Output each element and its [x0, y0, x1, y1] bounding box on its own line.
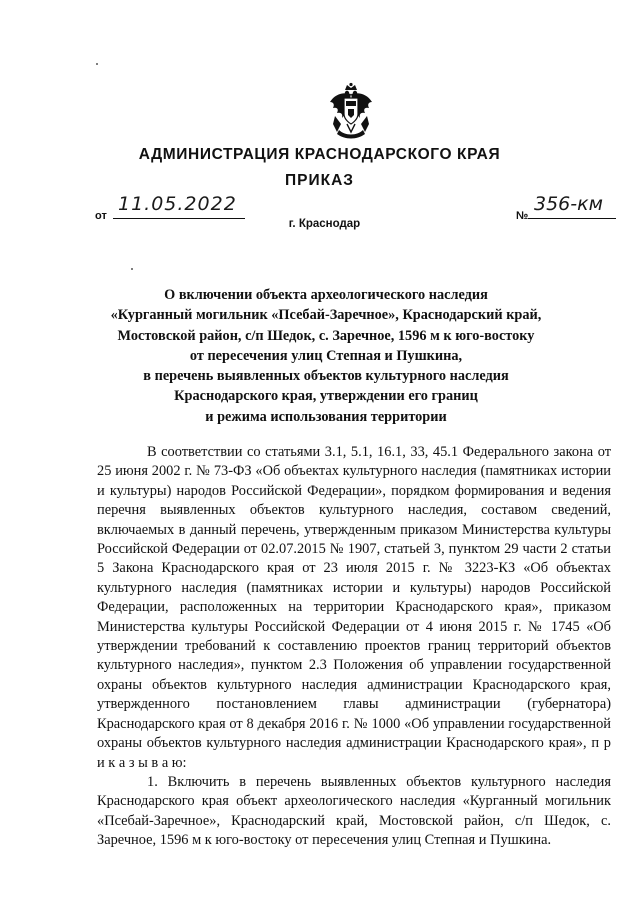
title-line: Краснодарского края, утверждении его границ: [174, 388, 478, 405]
document-type: ПРИКАЗ: [285, 172, 354, 189]
handwritten-number: 356-км: [534, 193, 603, 215]
scan-speck: [96, 63, 98, 65]
scan-speck: [131, 268, 133, 270]
document-title: [80, 285, 572, 427]
handwritten-date: 11.05.2022: [118, 193, 237, 215]
preamble-paragraph: В соответствии со статьями 3.1, 5.1, 16.1, 33, 45.1 Федерального закона от 25 июня 2002 г. № 73-ФЗ «Об объектах культурного наследия (памятниках истории и культуры) народов Российской Федерации», порядком формирования и ведения перечня выявленных объектов культурного наследия, составом сведений, включаемых в данный перечень, утвержденным приказом Министерства культуры Российской Федерации от 02.07.2015 № 1907, статьей 3, пунктом 29 части 2 статьи 5 Закона Краснодарского края от 23 июля 2015 г. № 3223-КЗ «Об объектах культурного наследия (памятниках истории и культуры) народов Российской Федерации, расположенных на территории Краснодарского края», приказом Министерства культуры Российской Федерации от 4 июня 2015 г. № 1745 «Об утверждении требований к составлению проектов границ территорий объектов культурного наследия», пунктом 2.3 Положения об управлении государственной охраны объектов культурного наследия администрации Краснодарского края, утвержденного постановлением главы администрации (губернатора) Краснодарского края от 8 декабря 2016 г. № 1000 «Об управлении государственной охраны объектов культурного наследия администрации Краснодарского края», п р и к а з ы в а ю:: [97, 444, 611, 771]
document-body: [97, 443, 611, 851]
item-1-paragraph: 1. Включить в перечень выявленных объектов культурного наследия Краснодарского края объект археологического наследия «Курганный могильник «Псебай-Заречное», Краснодарский край, Мостовской район, с/п Шедок, с. Заречное, 1596 м к юго-востоку от пересечения улиц Степная и Пушкина.: [97, 773, 611, 849]
title-line: О включении объекта археологического наследия: [164, 287, 488, 303]
title-line: «Курганный могильник «Псебай-Заречное», Краснодарский край,: [110, 307, 542, 324]
organization-name: АДМИНИСТРАЦИЯ КРАСНОДАРСКОГО КРАЯ: [138, 146, 501, 163]
title-line: Мостовской район, с/п Шедок, с. Заречное, 1596 м к юго-востоку: [117, 327, 535, 344]
city-name: г. Краснодар: [288, 218, 361, 230]
title-line: от пересечения улиц Степная и Пушкина,: [189, 347, 463, 364]
title-line: в перечень выявленных объектов культурного наследия: [143, 368, 509, 385]
number-label: №: [516, 210, 529, 222]
date-label: от: [95, 210, 107, 222]
coat-of-arms-icon: [327, 82, 375, 140]
title-line: и режима использования территории: [205, 408, 447, 425]
